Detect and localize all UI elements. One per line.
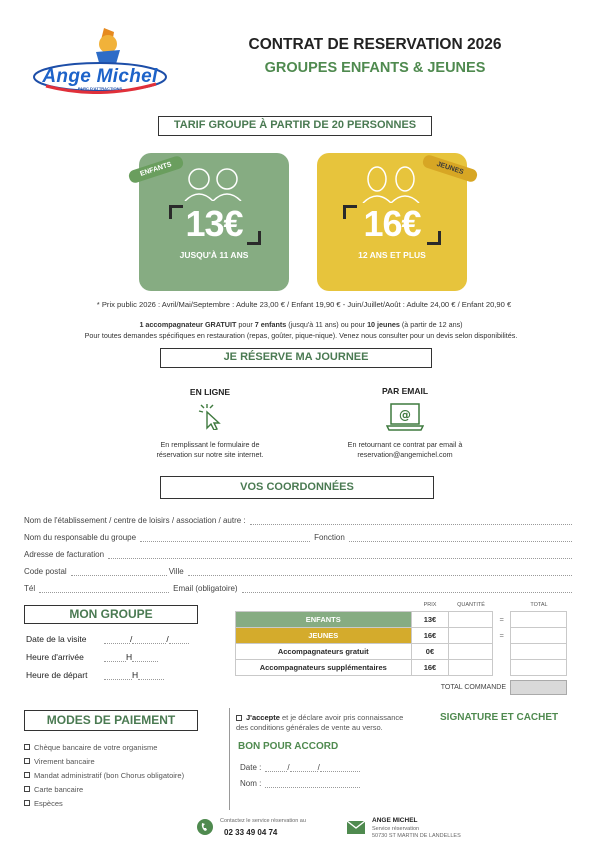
payment-checkbox[interactable] [24, 744, 30, 750]
payment-label: Chèque bancaire de votre organisme [34, 742, 158, 752]
header-quantite: QUANTITÉ [457, 602, 485, 608]
teens-icon [357, 163, 427, 203]
etablissement-field[interactable] [250, 517, 572, 525]
order-row-prix: 0€ [411, 644, 449, 660]
order-row-quantite[interactable] [449, 644, 493, 660]
total-commande-field[interactable] [510, 680, 567, 695]
order-row-equals [493, 660, 511, 676]
order-row-label: JEUNES [236, 628, 412, 644]
responsable-label: Nom du responsable du groupe [24, 533, 137, 542]
date-visite-day[interactable] [104, 634, 133, 644]
signature-title: SIGNATURE ET CACHET [440, 712, 559, 723]
heure-depart-label: Heure de départ [26, 670, 88, 680]
order-row-equals [493, 644, 511, 660]
etablissement-label: Nom de l'établissement / centre de loisirs / association / autre : [24, 516, 246, 525]
logo-brand: Ange Michel [42, 66, 158, 87]
order-row-total[interactable] [511, 612, 567, 628]
order-row [236, 612, 567, 628]
cursor-click-icon [196, 402, 222, 430]
signature-area[interactable] [440, 728, 590, 808]
order-row [236, 660, 567, 676]
price-jeunes: 16€ [363, 203, 421, 244]
payment-checkbox[interactable] [24, 758, 30, 764]
accomp-part: (à partir de 12 ans) [399, 320, 463, 329]
heure-arrivee-label: Heure d'arrivée [26, 652, 84, 662]
accomp-part: pour [236, 320, 255, 329]
hour-separator: H [126, 652, 133, 662]
date-separator: / [287, 763, 290, 772]
svg-text:@: @ [399, 408, 411, 422]
date-separator: / [317, 763, 320, 772]
page-subtitle: GROUPES ENFANTS & JEUNES [264, 60, 486, 76]
accord-nom-label: Nom : [240, 779, 262, 788]
payment-label: Carte bancaire [34, 784, 84, 794]
footer-contact-label: Contactez le service réservation au [220, 818, 306, 824]
footer-phone[interactable]: 02 33 49 04 74 [224, 828, 278, 837]
date-visite-row [26, 634, 206, 644]
bon-pour-accord: BON POUR ACCORD [238, 741, 339, 752]
prix-public: * Prix public 2026 : Avril/Mai/Septembre : Adulte 23,00 € / Enfant 19,90 € - Juin/Juillet/Août : Adulte 24,00 € / Enfant 20,90 € [96, 300, 512, 309]
logo-tagline: PARC D'ATTRACTIONS [77, 86, 123, 91]
accord-date-year[interactable] [317, 763, 360, 772]
accomp-part: 1 accompagnateur [139, 320, 205, 329]
paiement-title: MODES DE PAIEMENT [24, 710, 198, 731]
order-row-equals: = [493, 612, 511, 628]
online-text-2: réservation sur notre site internet. [156, 450, 264, 459]
logo [30, 22, 170, 94]
tel-field[interactable] [39, 585, 169, 593]
groupe-title: MON GROUPE [24, 605, 198, 624]
payment-option[interactable] [24, 796, 224, 810]
phone-icon [196, 818, 214, 836]
order-row-prix: 16€ [411, 660, 449, 676]
fonction-field[interactable] [349, 534, 572, 542]
page-title: CONTRAT DE RESERVATION 2026 [248, 36, 502, 53]
reserve-title: JE RÉSERVE MA JOURNEE [160, 348, 432, 368]
adresse-label: Adresse de facturation [24, 550, 105, 559]
divider [229, 708, 230, 810]
heure-arrivee-row [26, 652, 206, 662]
accomp-jeunes: 10 jeunes [367, 320, 400, 329]
payment-option[interactable] [24, 782, 224, 796]
accord-date-month[interactable] [290, 764, 318, 772]
accord-date-day[interactable] [265, 763, 290, 772]
order-row-quantite[interactable] [449, 612, 493, 628]
adresse-field[interactable] [108, 551, 572, 559]
accomp-enfants: 7 enfants [254, 320, 287, 329]
heure-depart-row [26, 670, 206, 680]
header-prix: PRIX [423, 602, 437, 608]
hour-separator: H [132, 670, 139, 680]
order-row-quantite[interactable] [449, 660, 493, 676]
order-row-total[interactable] [511, 628, 567, 644]
email-text-2[interactable]: reservation@angemichel.com [357, 450, 453, 459]
laptop-email-icon [386, 402, 424, 432]
date-visite-year[interactable] [169, 636, 189, 644]
online-text-1: En remplissant le formulaire de [160, 440, 260, 449]
accomp-gratuit: GRATUIT [204, 320, 237, 329]
order-row-prix: 16€ [411, 628, 449, 644]
accepte-checkbox[interactable] [236, 715, 242, 721]
coords-title: VOS COORDONNÉES [160, 476, 434, 499]
header-total: TOTAL [530, 602, 548, 608]
heure-arrivee-hour[interactable] [104, 654, 126, 662]
footer-service: Service réservation [372, 826, 420, 832]
order-row-total[interactable] [511, 660, 567, 676]
total-commande-label: TOTAL COMMANDE [440, 684, 506, 691]
order-row-quantite[interactable] [449, 628, 493, 644]
email-label: Email (obligatoire) [173, 584, 238, 593]
heure-depart-min[interactable] [138, 672, 164, 680]
accepte-text: et je déclare avoir pris connaissance [279, 713, 404, 722]
order-row [236, 628, 567, 644]
demandes-note: Pour toutes demandes spécifiques en restauration (repas, goûter, pique-nique). Venez nous consulter pour un devis selon disponibilités. [84, 331, 518, 340]
payment-checkbox[interactable] [24, 800, 30, 806]
email-field[interactable] [242, 585, 572, 593]
payment-label: Mandat administratif (bon Chorus obligatoire) [34, 770, 185, 780]
payment-option[interactable] [24, 754, 224, 768]
date-visite-label: Date de la visite [26, 634, 87, 644]
payment-label: Espèces [34, 798, 63, 808]
ville-field[interactable] [188, 568, 572, 576]
date-separator: / [130, 634, 133, 644]
cp-field[interactable] [71, 568, 167, 576]
order-row-equals: = [493, 628, 511, 644]
order-row-total[interactable] [511, 644, 567, 660]
mail-icon [346, 818, 366, 836]
accord-date-row [240, 760, 360, 772]
accepte-row [236, 713, 426, 733]
children-icon [179, 165, 249, 201]
accomp-part: (jusqu'à 11 ans) ou pour [286, 320, 368, 329]
email-heading: PAR EMAIL [381, 386, 429, 396]
accepte-bold: J'accepte [246, 713, 280, 722]
date-separator: / [166, 634, 169, 644]
online-heading: EN LIGNE [189, 387, 231, 397]
cp-label: Code postal [24, 567, 67, 576]
payment-label: Virement bancaire [34, 756, 95, 766]
footer-company: ANGE MICHEL [372, 817, 418, 824]
email-text-1: En retournant ce contrat par email à [347, 440, 463, 449]
accepte-line2: des conditions générales de vente au verso. [236, 723, 383, 732]
fonction-label: Fonction [314, 533, 345, 542]
order-row-label: Accompagnateurs gratuit [236, 644, 412, 660]
payment-option[interactable] [24, 768, 224, 782]
heure-depart-hour[interactable] [104, 672, 132, 680]
accord-nom-row [240, 776, 360, 788]
footer-address: 50730 ST MARTIN DE LANDELLES [372, 833, 461, 839]
order-table [235, 611, 567, 676]
accord-date-label: Date : [240, 763, 262, 772]
responsable-field[interactable] [140, 534, 310, 542]
order-row-label: Accompagnateurs supplémentaires [236, 660, 412, 676]
price-enfants: 13€ [185, 203, 243, 244]
paiement-list [24, 740, 224, 810]
ribbon-jeunes: JEUNES [421, 154, 478, 184]
order-table-header [235, 600, 567, 611]
accord-nom-field[interactable] [265, 780, 360, 788]
accompagnateur-note [14, 320, 588, 329]
tarif-title: TARIF GROUPE À PARTIR DE 20 PERSONNES [158, 116, 432, 136]
coords-form [24, 513, 572, 593]
heure-arrivee-min[interactable] [132, 654, 158, 662]
order-row-prix: 13€ [411, 612, 449, 628]
date-visite-month[interactable] [132, 634, 169, 644]
payment-checkbox[interactable] [24, 786, 30, 792]
ville-label: Ville [168, 567, 184, 576]
payment-option[interactable] [24, 740, 224, 754]
caption-enfants: JUSQU'À 11 ANS [179, 250, 249, 260]
payment-checkbox[interactable] [24, 772, 30, 778]
tel-label: Tél [24, 584, 36, 593]
ribbon-enfants: ENFANTS [127, 155, 184, 185]
order-row [236, 644, 567, 660]
caption-jeunes: 12 ANS ET PLUS [358, 250, 426, 260]
order-row-label: ENFANTS [236, 612, 412, 628]
